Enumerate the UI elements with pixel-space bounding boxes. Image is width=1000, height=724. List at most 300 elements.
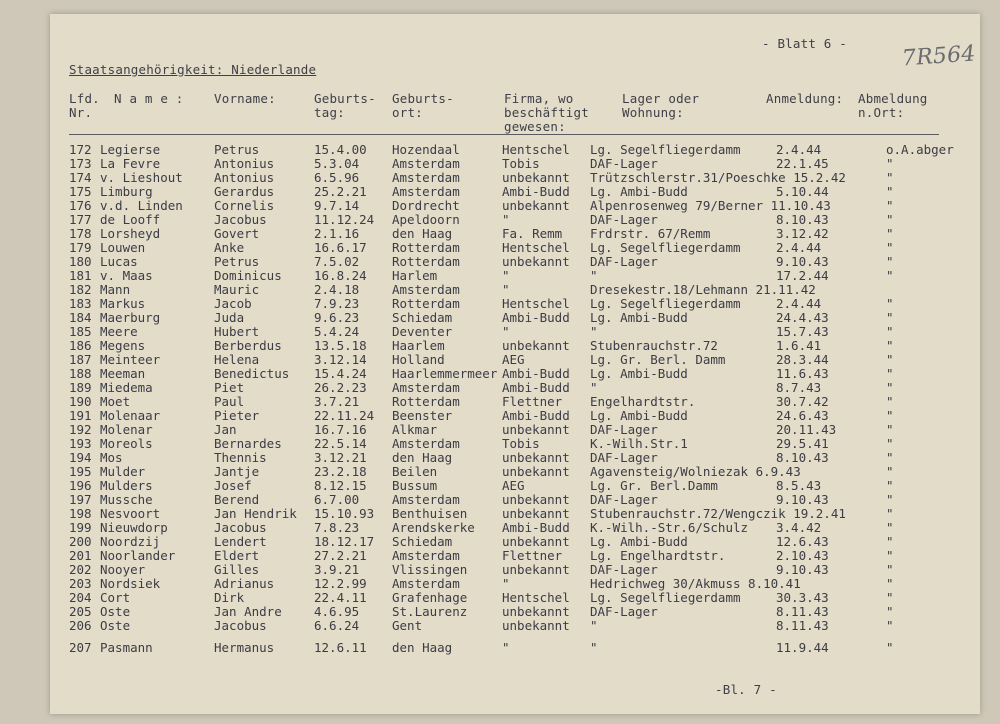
- cell-ort: Gent: [392, 618, 423, 633]
- cell-anmeldung: 17.2.44: [776, 268, 829, 283]
- cell-nr: 183: [69, 296, 92, 311]
- cell-ort: Amsterdam: [392, 184, 460, 199]
- cell-geburtstag: 5.4.24: [314, 324, 360, 339]
- table-row: [50, 366, 980, 380]
- cell-lager: DAF-Lager: [590, 492, 658, 507]
- cell-name: Molenaar: [100, 408, 161, 423]
- cell-abmeldung: ": [886, 576, 894, 591]
- cell-geburtstag: 5.3.04: [314, 156, 360, 171]
- cell-name: Meinteer: [100, 352, 161, 367]
- cell-nr: 206: [69, 618, 92, 633]
- cell-abmeldung: ": [886, 534, 894, 549]
- cell-geburtstag: 3.12.21: [314, 450, 367, 465]
- cell-ort: Amsterdam: [392, 436, 460, 451]
- header-name: N a m e :: [114, 91, 184, 106]
- cell-lager: DAF-Lager: [590, 604, 658, 619]
- cell-geburtstag: 7.5.02: [314, 254, 360, 269]
- cell-geburtstag: 7.8.23: [314, 520, 360, 535]
- table-row: [50, 212, 980, 226]
- cell-ort: den Haag: [392, 226, 453, 241]
- table-row: [50, 254, 980, 268]
- cell-abmeldung: ": [886, 436, 894, 451]
- cell-name: Miedema: [100, 380, 153, 395]
- cell-abmeldung: ": [886, 422, 894, 437]
- cell-anmeldung: 22.1.45: [776, 156, 829, 171]
- cell-anmeldung: 8.7.43: [776, 380, 822, 395]
- table-row: [50, 576, 980, 590]
- header-geburtstag: Geburts- tag:: [314, 91, 376, 120]
- cell-name: Meeman: [100, 366, 146, 381]
- cell-firma: Flettner: [502, 548, 563, 563]
- cell-vorname: Hermanus: [214, 640, 275, 655]
- cell-geburtstag: 8.12.15: [314, 478, 367, 493]
- cell-firma: ": [502, 268, 510, 283]
- cell-lager: Trützschlerstr.31/Poeschke 15.2.42: [590, 170, 846, 185]
- cell-geburtstag: 3.12.14: [314, 352, 367, 367]
- cell-ort: Amsterdam: [392, 282, 460, 297]
- cell-name: Louwen: [100, 240, 146, 255]
- cell-nr: 195: [69, 464, 92, 479]
- table-row: [50, 380, 980, 394]
- cell-firma: Fa. Remm: [502, 226, 563, 241]
- cell-lager: Lg. Ambi-Budd: [590, 310, 688, 325]
- cell-firma: AEG: [502, 352, 525, 367]
- cell-firma: unbekannt: [502, 604, 570, 619]
- cell-nr: 172: [69, 142, 92, 157]
- next-page-marker: -Bl. 7 -: [715, 682, 777, 697]
- cell-nr: 173: [69, 156, 92, 171]
- cell-abmeldung: ": [886, 450, 894, 465]
- table-row: [50, 310, 980, 324]
- cell-firma: Ambi-Budd: [502, 310, 570, 325]
- cell-abmeldung: ": [886, 338, 894, 353]
- cell-anmeldung: 11.6.43: [776, 366, 829, 381]
- cell-name: de Looff: [100, 212, 161, 227]
- cell-firma: unbekannt: [502, 492, 570, 507]
- cell-ort: Grafenhage: [392, 590, 468, 605]
- cell-firma: Hentschel: [502, 296, 570, 311]
- cell-firma: Ambi-Budd: [502, 366, 570, 381]
- cell-vorname: Gilles: [214, 562, 260, 577]
- cell-nr: 180: [69, 254, 92, 269]
- cell-geburtstag: 16.8.24: [314, 268, 367, 283]
- cell-geburtstag: 11.12.24: [314, 212, 375, 227]
- cell-geburtstag: 15.4.24: [314, 366, 367, 381]
- cell-geburtstag: 4.6.95: [314, 604, 360, 619]
- cell-nr: 204: [69, 590, 92, 605]
- cell-nr: 207: [69, 640, 92, 655]
- cell-abmeldung: ": [886, 212, 894, 227]
- cell-ort: Arendskerke: [392, 520, 475, 535]
- cell-anmeldung: 15.7.43: [776, 324, 829, 339]
- cell-ort: Bussum: [392, 478, 438, 493]
- cell-geburtstag: 25.2.21: [314, 184, 367, 199]
- cell-anmeldung: 8.10.43: [776, 212, 829, 227]
- cell-ort: Apeldoorn: [392, 212, 460, 227]
- cell-firma: Hentschel: [502, 240, 570, 255]
- cell-ort: Rotterdam: [392, 394, 460, 409]
- cell-abmeldung: ": [886, 640, 894, 655]
- cell-nr: 176: [69, 198, 92, 213]
- cell-anmeldung: 30.3.43: [776, 590, 829, 605]
- cell-name: Nesvoort: [100, 506, 161, 521]
- cell-name: Megens: [100, 338, 146, 353]
- cell-abmeldung: ": [886, 352, 894, 367]
- cell-abmeldung: ": [886, 310, 894, 325]
- cell-ort: Haarlem: [392, 338, 445, 353]
- cell-ort: Amsterdam: [392, 548, 460, 563]
- cell-nr: 202: [69, 562, 92, 577]
- page-marker: - Blatt 6 -: [762, 36, 847, 51]
- table-row: [50, 618, 980, 632]
- cell-name: Lorsheyd: [100, 226, 161, 241]
- cell-abmeldung: ": [886, 296, 894, 311]
- cell-abmeldung: ": [886, 268, 894, 283]
- cell-name: Meere: [100, 324, 138, 339]
- cell-lager: DAF-Lager: [590, 156, 658, 171]
- cell-nr: 189: [69, 380, 92, 395]
- cell-firma: unbekannt: [502, 562, 570, 577]
- cell-lager: Lg. Segelfliegerdamm: [590, 142, 741, 157]
- cell-name: Pasmann: [100, 640, 153, 655]
- table-row: [50, 142, 980, 156]
- cell-abmeldung: ": [886, 548, 894, 563]
- cell-firma: unbekannt: [502, 618, 570, 633]
- table-row: [50, 590, 980, 604]
- cell-abmeldung: ": [886, 492, 894, 507]
- cell-anmeldung: 9.10.43: [776, 492, 829, 507]
- cell-anmeldung: 12.6.43: [776, 534, 829, 549]
- cell-vorname: Bernardes: [214, 436, 282, 451]
- cell-geburtstag: 26.2.23: [314, 380, 367, 395]
- cell-vorname: Jan Andre: [214, 604, 282, 619]
- table-row: [50, 640, 980, 654]
- cell-firma: Tobis: [502, 436, 540, 451]
- cell-lager: DAF-Lager: [590, 254, 658, 269]
- cell-nr: 174: [69, 170, 92, 185]
- cell-lager: Lg. Ambi-Budd: [590, 366, 688, 381]
- table-row: [50, 436, 980, 450]
- cell-nr: 200: [69, 534, 92, 549]
- cell-ort: Amsterdam: [392, 156, 460, 171]
- cell-anmeldung: 8.11.43: [776, 604, 829, 619]
- table-row: [50, 408, 980, 422]
- cell-vorname: Antonius: [214, 170, 275, 185]
- cell-ort: Rotterdam: [392, 254, 460, 269]
- cell-nr: 175: [69, 184, 92, 199]
- cell-vorname: Dominicus: [214, 268, 282, 283]
- cell-nr: 188: [69, 366, 92, 381]
- table-row: [50, 548, 980, 562]
- cell-firma: unbekannt: [502, 170, 570, 185]
- cell-ort: Dordrecht: [392, 198, 460, 213]
- cell-name: Noordzij: [100, 534, 161, 549]
- cell-abmeldung: ": [886, 464, 894, 479]
- cell-nr: 184: [69, 310, 92, 325]
- cell-vorname: Jan Hendrik: [214, 506, 297, 521]
- cell-anmeldung: 1.6.41: [776, 338, 822, 353]
- cell-firma: Flettner: [502, 394, 563, 409]
- cell-geburtstag: 27.2.21: [314, 548, 367, 563]
- cell-vorname: Berend: [214, 492, 260, 507]
- cell-abmeldung: ": [886, 366, 894, 381]
- cell-firma: unbekannt: [502, 422, 570, 437]
- table-row: [50, 324, 980, 338]
- table-row: [50, 198, 980, 212]
- cell-name: Maerburg: [100, 310, 161, 325]
- cell-abmeldung: ": [886, 618, 894, 633]
- cell-lager: DAF-Lager: [590, 562, 658, 577]
- cell-nr: 192: [69, 422, 92, 437]
- cell-vorname: Govert: [214, 226, 260, 241]
- cell-abmeldung: ": [886, 170, 894, 185]
- cell-lager: Alpenrosenweg 79/Berner 11.10.43: [590, 198, 831, 213]
- cell-name: v. Maas: [100, 268, 153, 283]
- cell-vorname: Cornelis: [214, 198, 275, 213]
- table-row: [50, 240, 980, 254]
- cell-lager: Stubenrauchstr.72/Wengczik 19.2.41: [590, 506, 846, 521]
- cell-ort: Schiedam: [392, 310, 453, 325]
- table-row: [50, 184, 980, 198]
- cell-anmeldung: 2.10.43: [776, 548, 829, 563]
- cell-firma: Tobis: [502, 156, 540, 171]
- cell-vorname: Juda: [214, 310, 245, 325]
- cell-nr: 196: [69, 478, 92, 493]
- cell-firma: Hentschel: [502, 590, 570, 605]
- cell-geburtstag: 22.5.14: [314, 436, 367, 451]
- cell-vorname: Paul: [214, 394, 245, 409]
- cell-lager: Lg. Segelfliegerdamm: [590, 590, 741, 605]
- cell-lager: Lg. Segelfliegerdamm: [590, 296, 741, 311]
- cell-abmeldung: ": [886, 408, 894, 423]
- cell-anmeldung: 2.4.44: [776, 296, 822, 311]
- cell-vorname: Jan: [214, 422, 237, 437]
- table-row: [50, 156, 980, 170]
- cell-anmeldung: 8.5.43: [776, 478, 822, 493]
- cell-name: Mussche: [100, 492, 153, 507]
- header-firma: Firma, wo beschäftigt gewesen:: [504, 91, 589, 134]
- cell-geburtstag: 15.4.00: [314, 142, 367, 157]
- cell-name: Nieuwdorp: [100, 520, 168, 535]
- cell-vorname: Jacob: [214, 296, 252, 311]
- cell-firma: unbekannt: [502, 534, 570, 549]
- cell-firma: Hentschel: [502, 142, 570, 157]
- cell-nr: 181: [69, 268, 92, 283]
- cell-firma: AEG: [502, 478, 525, 493]
- table-row: [50, 352, 980, 366]
- cell-firma: unbekannt: [502, 450, 570, 465]
- cell-firma: Ambi-Budd: [502, 408, 570, 423]
- cell-lager: Lg. Gr. Berl. Damm: [590, 352, 726, 367]
- cell-name: Oste: [100, 604, 131, 619]
- cell-ort: Beilen: [392, 464, 438, 479]
- header-rule: [69, 134, 939, 135]
- header-nr: Lfd. Nr.: [69, 91, 100, 120]
- cell-lager: ": [590, 618, 598, 633]
- cell-geburtstag: 3.9.21: [314, 562, 360, 577]
- table-row: [50, 338, 980, 352]
- header-abmeldung: Abmeldung n.Ort:: [858, 91, 928, 120]
- cell-geburtstag: 6.7.00: [314, 492, 360, 507]
- cell-nr: 187: [69, 352, 92, 367]
- cell-ort: Hozendaal: [392, 142, 460, 157]
- cell-geburtstag: 12.6.11: [314, 640, 367, 655]
- cell-name: Legierse: [100, 142, 161, 157]
- cell-firma: ": [502, 282, 510, 297]
- cell-nr: 177: [69, 212, 92, 227]
- cell-name: Limburg: [100, 184, 153, 199]
- cell-geburtstag: 9.6.23: [314, 310, 360, 325]
- cell-ort: Vlissingen: [392, 562, 468, 577]
- cell-nr: 194: [69, 450, 92, 465]
- cell-name: La Fevre: [100, 156, 161, 171]
- cell-name: Cort: [100, 590, 131, 605]
- header-vorname: Vorname:: [214, 91, 276, 106]
- cell-firma: unbekannt: [502, 506, 570, 521]
- cell-firma: unbekannt: [502, 338, 570, 353]
- cell-geburtstag: 6.6.24: [314, 618, 360, 633]
- cell-vorname: Hubert: [214, 324, 260, 339]
- cell-firma: ": [502, 324, 510, 339]
- cell-ort: Alkmar: [392, 422, 438, 437]
- table-row: [50, 422, 980, 436]
- cell-geburtstag: 7.9.23: [314, 296, 360, 311]
- cell-name: Mulders: [100, 478, 153, 493]
- cell-anmeldung: 9.10.43: [776, 562, 829, 577]
- cell-abmeldung: ": [886, 226, 894, 241]
- cell-anmeldung: 11.9.44: [776, 640, 829, 655]
- cell-lager: Lg. Segelfliegerdamm: [590, 240, 741, 255]
- cell-geburtstag: 16.7.16: [314, 422, 367, 437]
- nationality-heading: Staatsangehörigkeit: Niederlande: [69, 62, 317, 77]
- cell-anmeldung: 29.5.41: [776, 436, 829, 451]
- table-row: [50, 170, 980, 184]
- cell-firma: ": [502, 212, 510, 227]
- cell-ort: Schiedam: [392, 534, 453, 549]
- cell-ort: Rotterdam: [392, 296, 460, 311]
- cell-name: Nooyer: [100, 562, 146, 577]
- cell-name: Noorlander: [100, 548, 176, 563]
- cell-lager: Frdrstr. 67/Remm: [590, 226, 711, 241]
- cell-lager: ": [590, 268, 598, 283]
- cell-ort: Beenster: [392, 408, 453, 423]
- cell-abmeldung: ": [886, 380, 894, 395]
- cell-name: Lucas: [100, 254, 138, 269]
- cell-lager: Lg. Engelhardtstr.: [590, 548, 726, 563]
- cell-nr: 186: [69, 338, 92, 353]
- cell-vorname: Anke: [214, 240, 245, 255]
- table-row: [50, 506, 980, 520]
- cell-geburtstag: 16.6.17: [314, 240, 367, 255]
- cell-name: v. Lieshout: [100, 170, 183, 185]
- cell-vorname: Eldert: [214, 548, 260, 563]
- cell-lager: ": [590, 380, 598, 395]
- cell-vorname: Petrus: [214, 254, 260, 269]
- cell-anmeldung: 8.10.43: [776, 450, 829, 465]
- cell-lager: ": [590, 640, 598, 655]
- cell-firma: unbekannt: [502, 254, 570, 269]
- cell-vorname: Pieter: [214, 408, 260, 423]
- cell-vorname: Mauric: [214, 282, 260, 297]
- cell-ort: den Haag: [392, 640, 453, 655]
- handwritten-annotation: 7R564: [901, 41, 977, 72]
- header-geburtsort: Geburts- ort:: [392, 91, 454, 120]
- cell-anmeldung: 9.10.43: [776, 254, 829, 269]
- cell-vorname: Jantje: [214, 464, 260, 479]
- cell-abmeldung: ": [886, 254, 894, 269]
- cell-ort: Deventer: [392, 324, 453, 339]
- cell-nr: 197: [69, 492, 92, 507]
- cell-geburtstag: 12.2.99: [314, 576, 367, 591]
- cell-abmeldung: ": [886, 394, 894, 409]
- cell-anmeldung: 28.3.44: [776, 352, 829, 367]
- cell-abmeldung: ": [886, 604, 894, 619]
- cell-name: Moet: [100, 394, 131, 409]
- cell-nr: 205: [69, 604, 92, 619]
- cell-vorname: Josef: [214, 478, 252, 493]
- table-row: [50, 464, 980, 478]
- cell-anmeldung: 8.11.43: [776, 618, 829, 633]
- cell-vorname: Adrianus: [214, 576, 275, 591]
- table-row: [50, 520, 980, 534]
- cell-vorname: Thennis: [214, 450, 267, 465]
- cell-ort: Amsterdam: [392, 576, 460, 591]
- cell-vorname: Benedictus: [214, 366, 290, 381]
- table-row: [50, 282, 980, 296]
- cell-vorname: Dirk: [214, 590, 245, 605]
- cell-lager: Lg. Ambi-Budd: [590, 408, 688, 423]
- cell-geburtstag: 15.10.93: [314, 506, 375, 521]
- cell-lager: Hedrichweg 30/Akmuss 8.10.41: [590, 576, 801, 591]
- cell-ort: Amsterdam: [392, 380, 460, 395]
- cell-lager: DAF-Lager: [590, 212, 658, 227]
- cell-anmeldung: 20.11.43: [776, 422, 837, 437]
- cell-ort: Amsterdam: [392, 492, 460, 507]
- cell-ort: St.Laurenz: [392, 604, 468, 619]
- cell-firma: ": [502, 576, 510, 591]
- table-row: [50, 478, 980, 492]
- cell-geburtstag: 23.2.18: [314, 464, 367, 479]
- cell-lager: DAF-Lager: [590, 422, 658, 437]
- cell-ort: den Haag: [392, 450, 453, 465]
- cell-lager: Stubenrauchstr.72: [590, 338, 718, 353]
- cell-nr: 178: [69, 226, 92, 241]
- cell-firma: Ambi-Budd: [502, 184, 570, 199]
- cell-nr: 198: [69, 506, 92, 521]
- cell-nr: 190: [69, 394, 92, 409]
- cell-abmeldung: o.A.abger: [886, 142, 954, 157]
- cell-name: Markus: [100, 296, 146, 311]
- cell-lager: Engelhardtstr.: [590, 394, 696, 409]
- header-lager: Lager oder Wohnung:: [622, 91, 700, 120]
- cell-firma: unbekannt: [502, 198, 570, 213]
- table-row: [50, 534, 980, 548]
- cell-nr: 182: [69, 282, 92, 297]
- cell-anmeldung: 2.4.44: [776, 240, 822, 255]
- cell-name: v.d. Linden: [100, 198, 183, 213]
- cell-vorname: Petrus: [214, 142, 260, 157]
- table-row: [50, 604, 980, 618]
- cell-abmeldung: ": [886, 520, 894, 535]
- cell-geburtstag: 18.12.17: [314, 534, 375, 549]
- cell-name: Mann: [100, 282, 131, 297]
- cell-vorname: Jacobus: [214, 212, 267, 227]
- cell-firma: Ambi-Budd: [502, 520, 570, 535]
- cell-nr: 203: [69, 576, 92, 591]
- cell-vorname: Piet: [214, 380, 245, 395]
- cell-lager: K.-Wilh.Str.1: [590, 436, 688, 451]
- cell-abmeldung: ": [886, 198, 894, 213]
